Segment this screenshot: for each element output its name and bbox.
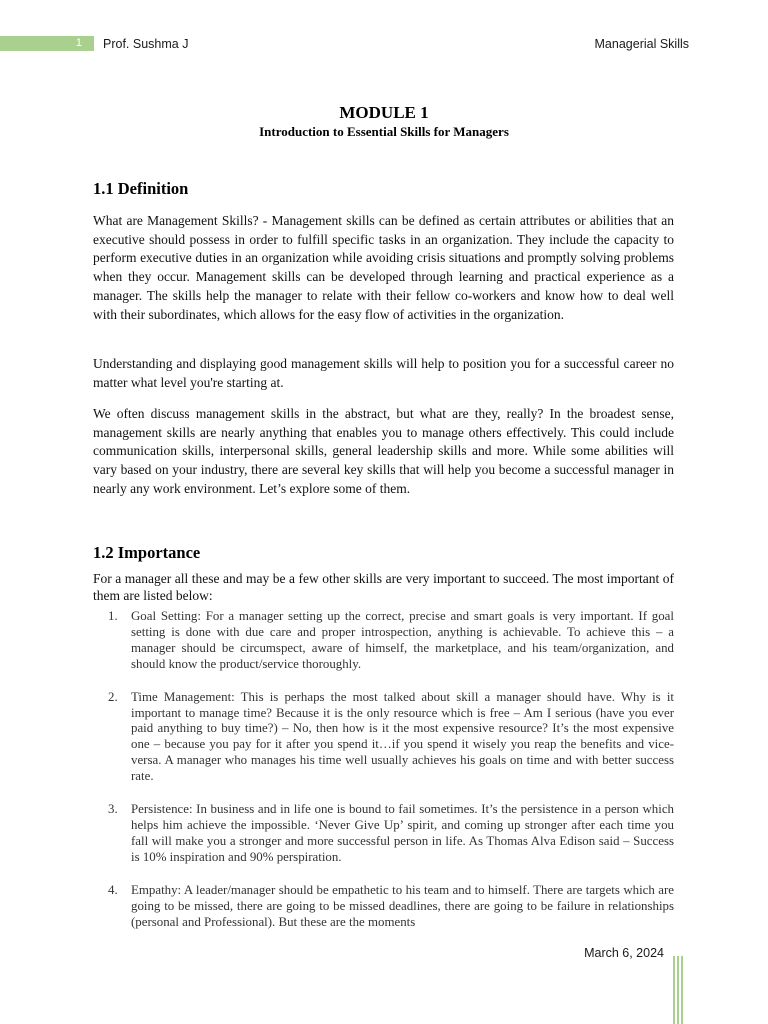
footer-decoration-lines <box>673 956 685 1024</box>
importance-intro: For a manager all these and may be a few other skills are very important to succeed. The most important of them are listed below: <box>93 571 674 603</box>
definition-paragraph-1: What are Management Skills? - Management skills can be defined as certain attributes or abilities that an executive should possess in order to fulfill specific tasks in an organization. They include the capacity to perform executive duties in an organization while avoiding crisis situations and promptly solving problems when they occur. Management skills can be developed through learning and practical experience as a manager. The skills help the manager to relate with their fellow co-workers and know how to deal well with their subordinates, which allows for the easy flow of activities in the organization. <box>93 213 674 322</box>
footer-date: March 6, 2024 <box>584 946 664 960</box>
definition-paragraph-3: We often discuss management skills in the abstract, but what are they, really? In the broadest sense, management skills are nearly anything that enables you to manage others effectively. This could include communication skills, interpersonal skills, general leadership skills and more. While some abilities will vary based on your industry, there are several key skills that will help you become a successful manager in nearly any work environment. Let’s explore some of them. <box>93 406 674 496</box>
list-item-number: 1. <box>108 609 118 623</box>
list-item-number: 4. <box>108 882 118 897</box>
header-author: Prof. Sushma J <box>103 37 189 51</box>
list-item-text: Persistence: In business and in life one is bound to fail sometimes. It’s the persistence in a person which helps him achieve the impossible. ‘Never Give Up’ spirit, and coming up stronger after each time you fall will make you a stronger and more successful person in life. As Thomas Alva Edison said – Success is 10% inspiration and 90% perspiration. <box>131 802 674 864</box>
section-heading-definition: 1.1 Definition <box>93 179 189 198</box>
header-subject: Managerial Skills <box>594 37 689 51</box>
list-item-number: 2. <box>108 689 118 704</box>
importance-list <box>93 609 674 947</box>
list-item-text: Goal Setting: For a manager setting up the correct, precise and smart goals is very important. If goal setting is done with due care and proper introspection, anything is achievable. To achieve this – a manager should be circumspect, aware of himself, the marketplace, and his team/organization, and should know the product/service thoroughly. <box>131 609 674 671</box>
list-item-text: Empathy: A leader/manager should be empathetic to his team and to himself. There are targets which are going to be missed, there are going to be missed deadlines, there are going to be failure in relationships (personal and Professional). But these are the moments <box>131 882 674 929</box>
list-item <box>93 690 674 785</box>
page-number: 1 <box>75 37 82 49</box>
module-subtitle: Introduction to Essential Skills for Managers <box>259 124 509 139</box>
module-title: MODULE 1 <box>339 103 429 122</box>
definition-paragraph-2: Understanding and displaying good management skills will help to position you for a successful career no matter what level you're starting at. <box>93 356 674 390</box>
list-item-text: Time Management: This is perhaps the most talked about skill a manager should have. Why is it important to manage time? Because it is the only resource which is free – Am I serious (have you ever paid anything to buy time?) – No, then how is it the most expensive resource? It’s the most expensive one – because you pay for it after you spend it…if you spend it wisely you reap the benefits and vice-versa. A manager who manages his time well usually achieves his goals on time and with better success rate. <box>131 689 674 784</box>
list-item <box>93 883 674 931</box>
list-item-number: 3. <box>108 802 118 817</box>
list-item <box>93 802 674 866</box>
list-item <box>93 609 674 673</box>
section-heading-importance: 1.2 Importance <box>93 543 201 562</box>
